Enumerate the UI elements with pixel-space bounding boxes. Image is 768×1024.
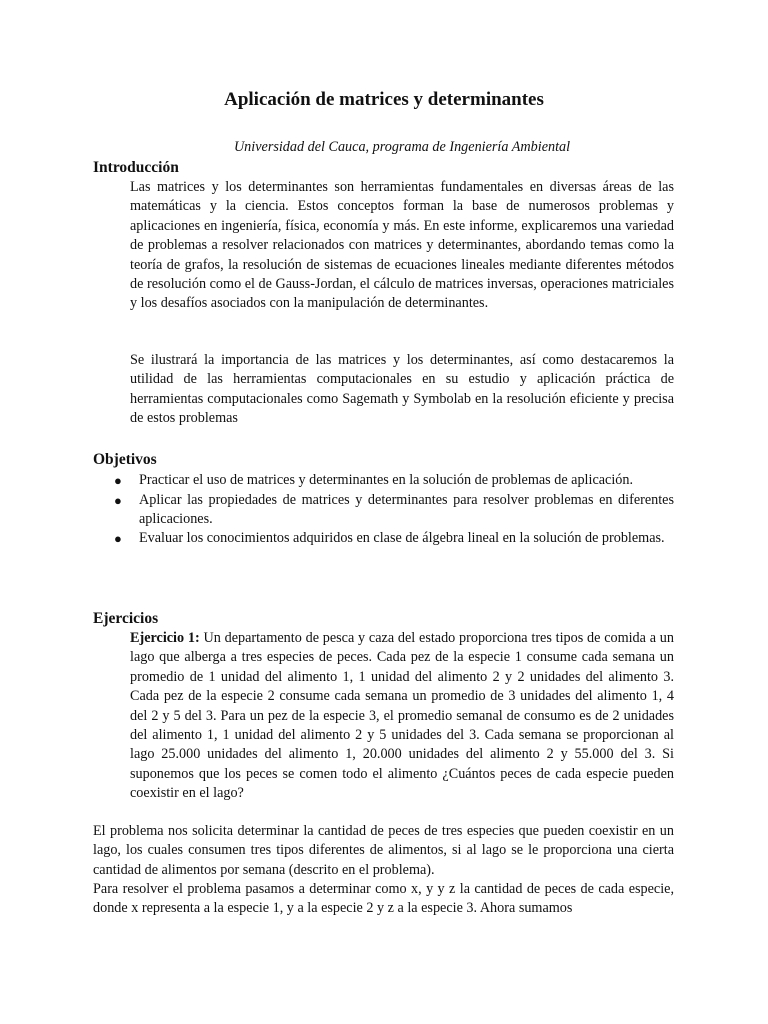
list-item <box>114 529 674 548</box>
intro-paragraph-2: Se ilustrará la importancia de las matrices y los determinantes, así como destacaremos la utilidad de las herramientas computacionales en su estudio y aplicación práctica de herramientas computacionales como Sagemath y Symbolab en la resolución eficiente y precisa de estos problemas <box>130 352 674 427</box>
heading-introduccion: Introducción <box>93 159 179 176</box>
list-item <box>114 491 674 530</box>
objective-text: Evaluar los conocimientos adquiridos en clase de álgebra lineal en la solución de problemas. <box>139 530 665 547</box>
bullet-icon: ● <box>114 473 122 488</box>
document-subtitle: Universidad del Cauca, programa de Ingeniería Ambiental <box>233 139 571 155</box>
objective-text: Practicar el uso de matrices y determinantes en la solución de problemas de aplicación. <box>139 472 634 488</box>
objective-text: Aplicar las propiedades de matrices y determinantes para resolver problemas en diferentes aplicaciones. <box>139 491 674 527</box>
objectives-list <box>114 471 674 549</box>
ejercicio-1-label: Ejercicio 1: <box>130 630 200 646</box>
bullet-icon: ● <box>114 531 122 547</box>
document-title: Aplicación de matrices y determinantes <box>224 89 544 110</box>
bullet-icon: ● <box>114 492 122 508</box>
problem-paragraph: El problema nos solicita determinar la cantidad de peces de tres especies que pueden coexistir en un lago, los cuales consumen tres tipos diferentes de alimentos, si al lago se le proporciona una cierta cantidad de alimentos por semana (descrito en el problema). <box>93 823 674 878</box>
solve-paragraph: Para resolver el problema pasamos a determinar como x, y y z la cantidad de peces de cada especie, donde x representa a la especie 1, y a la especie 2 y z a la especie 3. Ahora sumamos <box>93 881 674 917</box>
intro-paragraph-1: Las matrices y los determinantes son herramientas fundamentales en diversas áreas de las matemáticas y la ciencia. Estos conceptos forman la base de numerosos problemas y aplicaciones en ingeniería, física, economía y más. En este informe, explicaremos una variedad de problemas a resolver relacionados con matrices y determinantes, abordando temas como la teoría de grafos, la resolución de sistemas de ecuaciones lineales mediante diferentes métodos de resolución como el de Gauss-Jordan, el cálculo de matrices inversas, operaciones matriciales y los desafíos asociados con la manipulación de determinantes. <box>130 179 674 312</box>
ejercicio-1-paragraph <box>130 629 674 804</box>
heading-ejercicios: Ejercicios <box>93 610 159 627</box>
heading-objetivos: Objetivos <box>93 451 157 468</box>
ejercicio-1-text: Un departamento de pesca y caza del estado proporciona tres tipos de comida a un lago que alberga a tres especies de peces. Cada pez de la especie 1 consume cada semana un promedio de 1 unidad del alimento 1, 1 unidad del alimento 2 y 2 unidades del alimento 3. Cada pez de la especie 2 consume cada semana un promedio de 3 unidades del alimento 1, 4 del 2 y 5 del 3. Para un pez de la especie 3, el promedio semanal de consumo es de 2 unidades del alimento 1, 1 unidad del alimento 2 y 5 unidades del 3. Cada semana se proporcionan al lago 25.000 unidades del alimento 1, 20.000 unidades del alimento 2 y 55.000 del 3. Si suponemos que los peces se comen todo el alimento ¿Cuántos peces de cada especie pueden coexistir en el lago? <box>130 630 674 802</box>
list-item <box>114 471 674 490</box>
